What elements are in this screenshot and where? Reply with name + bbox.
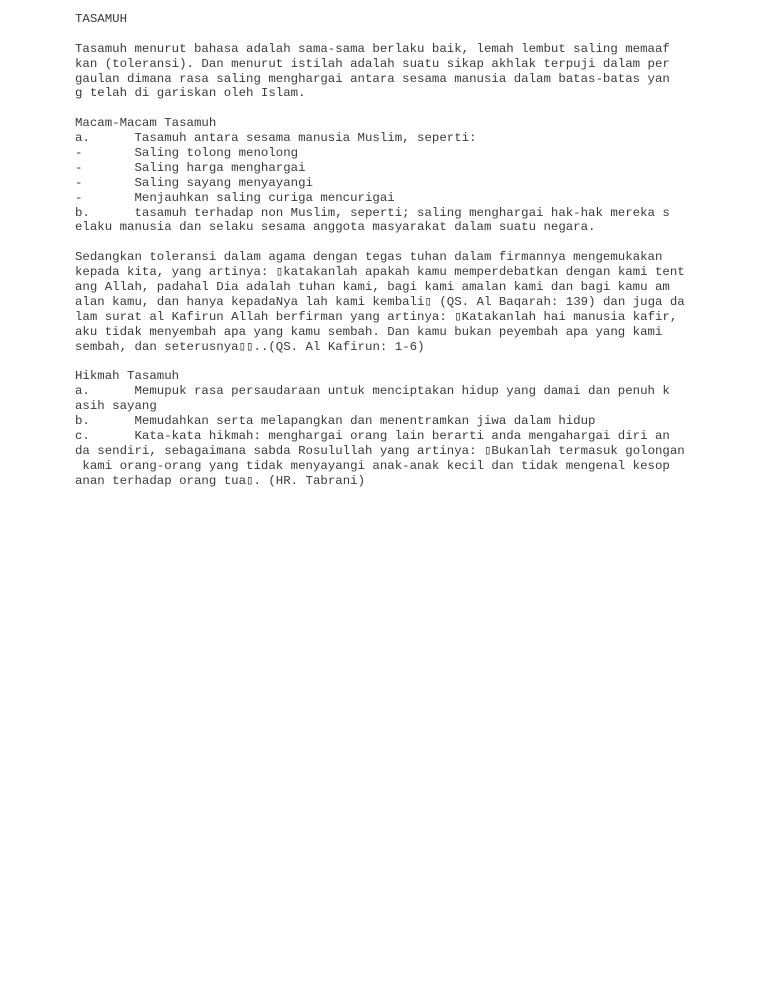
paragraph-line: lam surat al Kafirun Allah berfirman yang artinya: ▯Katakanlah hai manusia kafir,: [75, 309, 678, 324]
blank-line: [75, 235, 695, 250]
list-item: - Saling harga menghargai: [75, 160, 306, 175]
list-item: elaku manusia dan selaku sesama anggota masyarakat dalam suatu negara.: [75, 220, 596, 235]
section-heading: Macam-Macam Tasamuh: [75, 116, 217, 131]
paragraph-line: kan (toleransi). Dan menurut istilah adalah suatu sikap akhlak terpuji dalam per: [75, 56, 670, 71]
paragraph-line: aku tidak menyembah apa yang kamu sembah. Dan kamu bukan peyembah apa yang kami: [75, 324, 663, 339]
list-item: b. tasamuh terhadap non Muslim, seperti; saling menghargai hak-hak mereka s: [75, 205, 670, 220]
list-item: - Menjauhkan saling curiga mencurigai: [75, 190, 395, 205]
paragraph-line: kepada kita, yang artinya: ▯katakanlah apakah kamu memperdebatkan dengan kami tent: [75, 265, 685, 280]
document-title: TASAMUH: [75, 12, 128, 26]
blank-line: [75, 101, 695, 116]
list-item: kami orang-orang yang tidak menyayangi anak-anak kecil dan tidak mengenal kesop: [75, 458, 670, 473]
section-heading: Hikmah Tasamuh: [75, 369, 180, 384]
paragraph-line: sembah, dan seterusnya▯▯..(QS. Al Kafirun: 1-6): [75, 339, 425, 354]
list-item: b. Memudahkan serta melapangkan dan menentramkan jiwa dalam hidup: [75, 414, 596, 429]
list-item: anan terhadap orang tua▯. (HR. Tabrani): [75, 473, 366, 488]
list-item: a. Memupuk rasa persaudaraan untuk menciptakan hidup yang damai dan penuh k: [75, 384, 670, 399]
paragraph-line: g telah di gariskan oleh Islam.: [75, 86, 306, 101]
paragraph-line: Tasamuh menurut bahasa adalah sama-sama berlaku baik, lemah lembut saling memaaf: [75, 41, 670, 56]
paragraph-line: Sedangkan toleransi dalam agama dengan tegas tuhan dalam firmannya mengemukakan: [75, 250, 663, 265]
list-item: - Saling sayang menyayangi: [75, 175, 313, 190]
paragraph-line: gaulan dimana rasa saling menghargai antara sesama manusia dalam batas-batas yan: [75, 71, 670, 86]
list-item: - Saling tolong menolong: [75, 146, 299, 161]
list-item: asih sayang: [75, 399, 157, 414]
paragraph-line: ang Allah, padahal Dia adalah tuhan kami, bagi kami amalan kami dan bagi kamu am: [75, 280, 670, 295]
blank-line: [75, 27, 695, 42]
document-body: [75, 12, 695, 489]
paragraph-line: alan kamu, dan hanya kepadaNya lah kami kembali▯ (QS. Al Baqarah: 139) dan juga da: [75, 294, 685, 309]
list-item: c. Kata-kata hikmah: menghargai orang lain berarti anda mengahargai diri an: [75, 428, 670, 443]
blank-line: [75, 354, 695, 369]
list-item: da sendiri, sebagaimana sabda Rosulullah yang artinya: ▯Bukanlah termasuk golongan: [75, 443, 685, 458]
list-item: a. Tasamuh antara sesama manusia Muslim, seperti:: [75, 131, 477, 146]
